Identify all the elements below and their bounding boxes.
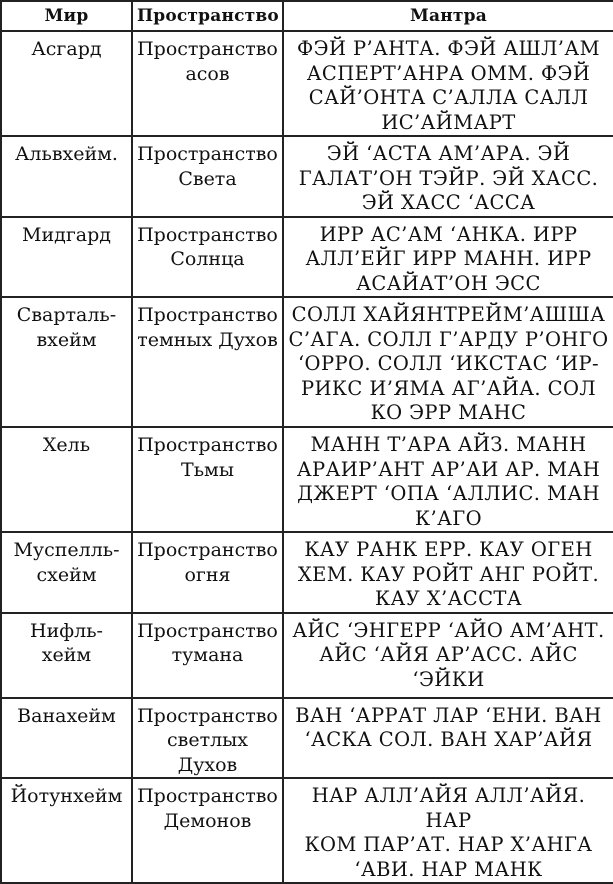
cell-mantra bbox=[283, 297, 613, 427]
header-row bbox=[1, 1, 613, 31]
cell-world bbox=[1, 532, 132, 613]
cell-space bbox=[132, 613, 283, 698]
cell-world bbox=[1, 698, 132, 779]
cell-space bbox=[132, 427, 283, 532]
mantra-text: КАУ РАНК ЕРР. КАУ ОГЕН ХЕМ. КАУ РОЙТ АНГ РОЙТ. КАУ Х’АССТА bbox=[297, 538, 600, 610]
world-name: Хель bbox=[42, 434, 91, 456]
mantra-text: АЙС ‘ЭНГЕРР ‘АЙО АМ’АНТ. АЙС ‘АЙЯ АР’АСС. АЙС ‘ЭЙКИ bbox=[292, 618, 605, 691]
cell-world bbox=[1, 217, 132, 298]
mantra-text: НАР АЛЛ’АЙЯ АЛЛ’АЙЯ. НАР КОМ ПАР’АТ. НАР Х’АНГА ‘АВИ. НАР МАНК bbox=[304, 784, 593, 881]
table-body bbox=[1, 31, 613, 883]
cell-space bbox=[132, 217, 283, 298]
space-name: Пространство асов bbox=[137, 38, 278, 85]
header-world: Мир bbox=[1, 1, 132, 31]
cell-mantra bbox=[283, 778, 613, 883]
space-name: Пространство огня bbox=[137, 539, 278, 586]
cell-space bbox=[132, 778, 283, 883]
mantra-text: ВАН ‘АРРАТ ЛАР ‘ЕНИ. ВАН ‘АСКА СОЛ. ВАН ХАР’АЙЯ bbox=[295, 703, 602, 751]
cell-space bbox=[132, 136, 283, 217]
world-name: Йотунхейм bbox=[10, 785, 123, 807]
cell-world bbox=[1, 778, 132, 883]
world-name: Мидгард bbox=[22, 223, 111, 246]
world-name: Асгард bbox=[31, 38, 102, 60]
space-name: Пространство Света bbox=[137, 143, 278, 190]
cell-mantra bbox=[283, 31, 613, 136]
table-header bbox=[1, 1, 613, 31]
header-mantra: Мантра bbox=[283, 1, 613, 31]
table-row bbox=[1, 217, 613, 298]
table-row bbox=[1, 136, 613, 217]
cell-world bbox=[1, 427, 132, 532]
space-name: Пространство светлых Духов bbox=[137, 704, 278, 776]
cell-mantra bbox=[283, 532, 613, 613]
cell-world bbox=[1, 136, 132, 217]
table-row bbox=[1, 31, 613, 136]
cell-space bbox=[132, 532, 283, 613]
table-row bbox=[1, 698, 613, 779]
world-name: Ванахейм bbox=[17, 704, 116, 727]
cell-mantra bbox=[283, 613, 613, 698]
space-name: Пространство Демонов bbox=[137, 785, 278, 832]
table-row bbox=[1, 297, 613, 427]
cell-world bbox=[1, 613, 132, 698]
mantra-text: СОЛЛ ХАЙЯНТРЕЙМ’АШША С’АГА. СОЛЛ Г’АРДУ Р’ОНГО ‘ОРРО. СОЛЛ ‘ИКСТАС ‘ИР- РИКС И’ЯМА АГ’АЙА. СОЛ КО ЭРР МАНС bbox=[288, 303, 609, 424]
mantra-text: МАНН Т’АРА АЙЗ. МАНН АРАИР’АНТ АР’АИ АР. МАН ДЖЕРТ ‘ОПА ‘АЛЛИС. МАН К’АГО bbox=[296, 433, 601, 530]
cell-space bbox=[132, 31, 283, 136]
table-row bbox=[1, 613, 613, 698]
cell-space bbox=[132, 698, 283, 779]
table-row bbox=[1, 532, 613, 613]
space-name: Пространство темных Духов bbox=[137, 304, 278, 351]
mantra-text: ИРР АС’АМ ‘АНКА. ИРР АЛЛ’ЕЙГ ИРР МАНН. ИРР АСАЙАТ’ОН ЭСС bbox=[305, 222, 592, 295]
cell-mantra bbox=[283, 427, 613, 532]
space-name: Пространство тумана bbox=[137, 619, 278, 666]
world-name: Муспелль- схейм bbox=[13, 539, 120, 586]
cell-mantra bbox=[283, 698, 613, 779]
table-row bbox=[1, 427, 613, 532]
cell-mantra bbox=[283, 136, 613, 217]
table-row bbox=[1, 778, 613, 883]
space-name: Пространство Тьмы bbox=[137, 434, 278, 481]
space-name: Пространство Солнца bbox=[137, 223, 278, 270]
world-name: Сварталь- вхейм bbox=[16, 304, 117, 351]
world-name: Альвхейм. bbox=[15, 143, 118, 165]
mantra-text: ФЭЙ Р’АНТА. ФЭЙ АШЛ’АМ АСПЕРТ’АНРА ОММ. ФЭЙ САЙ’ОНТА С’АЛЛА САЛЛ ИС’АЙМАРТ bbox=[297, 37, 600, 134]
cell-mantra bbox=[283, 217, 613, 298]
cell-world bbox=[1, 31, 132, 136]
world-name: Нифль- хейм bbox=[30, 619, 103, 666]
cell-space bbox=[132, 297, 283, 427]
cell-world bbox=[1, 297, 132, 427]
header-space: Пространство bbox=[132, 1, 283, 31]
mantra-text: ЭЙ ‘АСТА АМ’АРА. ЭЙ ГАЛАТ’ОН ТЭЙР. ЭЙ ХАСС. ЭЙ ХАСС ‘АССА bbox=[298, 142, 599, 214]
